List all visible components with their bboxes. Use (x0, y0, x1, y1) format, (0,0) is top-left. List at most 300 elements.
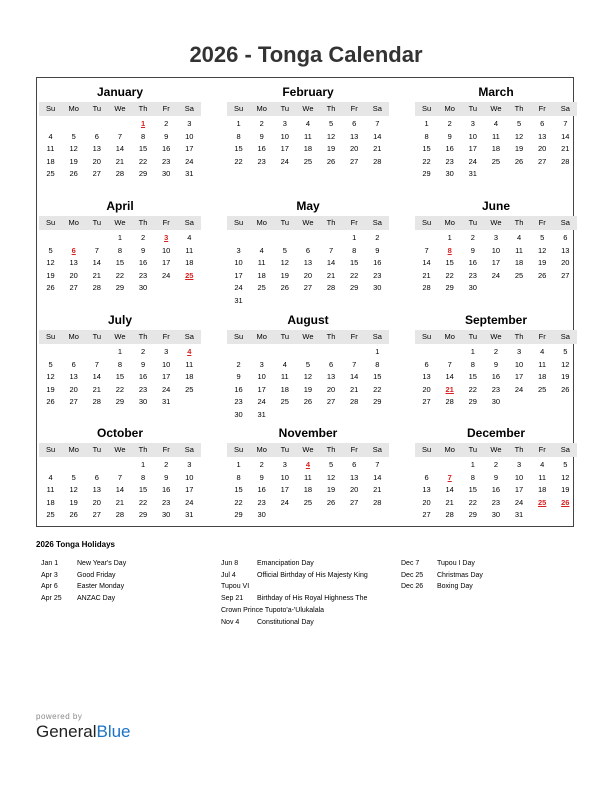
day-cell: 17 (514, 372, 524, 382)
day-cell: 24 (514, 384, 524, 394)
day-cell: 5 (328, 460, 334, 469)
day-cell: 4 (493, 119, 499, 128)
day-cell: 11 (46, 144, 55, 154)
day-cell: 4 (48, 472, 53, 482)
day-cell: 31 (162, 397, 171, 407)
day-cell: 31 (468, 169, 477, 179)
day-cell: 26 (46, 283, 55, 293)
day-cell: 28 (115, 510, 125, 520)
day-cell: 22 (138, 497, 148, 507)
empty-cell (415, 346, 438, 359)
day-cell: 21 (92, 270, 101, 280)
day-cell: 23 (257, 497, 266, 507)
weekday-label: Su (421, 332, 432, 341)
weekday-label: Sa (560, 445, 570, 454)
day-cell: 3 (187, 460, 192, 469)
day-cell: 7 (117, 472, 123, 482)
day-cell: 13 (303, 258, 313, 268)
weekday-label: Su (233, 104, 244, 113)
holiday-name: Boxing Day (437, 583, 473, 591)
weekday-label: Th (514, 104, 524, 113)
day-cell: 24 (257, 397, 266, 407)
day-cell: 5 (328, 119, 334, 128)
day-cell: 7 (447, 359, 452, 369)
day-cell: 12 (46, 372, 55, 382)
day-cell: 15 (468, 372, 477, 382)
day-cell: 5 (48, 359, 53, 369)
day-cell: 12 (69, 485, 78, 495)
day-cell: 9 (493, 472, 499, 482)
day-cell: 2 (259, 460, 264, 469)
day-cell: 8 (470, 359, 475, 369)
weekday-label: Mo (256, 104, 267, 113)
day-cell: 15 (234, 485, 243, 495)
holiday-name: ANZAC Day (77, 595, 116, 603)
day-cell: 24 (162, 384, 171, 394)
day-cell: 11 (515, 245, 523, 255)
day-cell: 10 (514, 359, 524, 369)
weekday-label: Su (45, 218, 56, 227)
day-cell: 23 (468, 270, 477, 280)
day-grid (415, 459, 577, 522)
day-cell: 14 (373, 472, 382, 482)
day-cell: 22 (422, 156, 431, 166)
day-cell: 6 (563, 233, 568, 242)
day-cell: 19 (514, 144, 524, 154)
empty-cell (85, 232, 108, 245)
logo-text-general: General (36, 722, 97, 741)
day-cell: 10 (162, 245, 171, 255)
day-cell: 20 (538, 144, 547, 154)
day-cell: 3 (493, 233, 499, 242)
day-cell: 13 (326, 372, 336, 382)
day-cell: 19 (69, 497, 78, 507)
day-cell: 22 (350, 270, 359, 280)
day-cell: 30 (138, 397, 148, 407)
day-cell: 22 (138, 156, 148, 166)
day-cell: 11 (492, 131, 500, 141)
day-cell: 16 (162, 144, 171, 154)
day-cell: 4 (516, 233, 522, 242)
day-cell: 26 (280, 283, 289, 293)
day-cell: 27 (561, 270, 570, 280)
day-cell: 27 (69, 283, 78, 293)
weekday-label: Fr (538, 104, 546, 113)
day-cell: 22 (115, 384, 125, 394)
day-cell: 12 (326, 131, 336, 141)
weekday-label: We (302, 445, 314, 454)
day-cell: 12 (326, 472, 336, 482)
day-grid (415, 232, 577, 295)
empty-cell (62, 459, 85, 472)
day-cell: 25 (514, 270, 524, 280)
day-cell: 24 (280, 497, 289, 507)
day-cell: 19 (326, 144, 336, 154)
holiday-item (41, 593, 211, 605)
day-cell: 22 (115, 270, 125, 280)
empty-cell (296, 232, 319, 245)
weekday-label: Su (45, 445, 56, 454)
weekday-label: We (114, 104, 126, 113)
empty-cell (62, 118, 85, 131)
day-cell: 8 (236, 131, 241, 141)
day-cell: 20 (303, 270, 313, 280)
day-cell: 24 (234, 283, 243, 293)
holiday-date: Apr 3 (41, 571, 58, 579)
day-cell: 11 (304, 131, 312, 141)
month-july (39, 312, 201, 409)
day-cell: 28 (350, 397, 359, 407)
day-cell: 14 (561, 131, 570, 141)
day-grid (227, 118, 389, 168)
day-cell: 19 (326, 485, 336, 495)
day-cell: 29 (115, 283, 125, 293)
holiday-name: New Year's Day (77, 560, 127, 567)
holiday-date: Jul 4 (221, 571, 236, 579)
day-cell: 3 (164, 347, 169, 356)
day-cell: 24 (162, 270, 171, 280)
weekday-label: Tu (280, 332, 290, 341)
day-cell: 18 (46, 156, 55, 166)
day-cell: 6 (328, 359, 334, 369)
day-cell: 9 (259, 472, 264, 482)
day-cell: 29 (138, 169, 148, 179)
day-cell: 6 (71, 359, 76, 369)
day-cell: 25 (538, 384, 547, 394)
day-cell: 11 (538, 359, 547, 369)
day-cell: 27 (350, 497, 359, 507)
weekday-label: We (114, 218, 126, 227)
day-cell: 22 (445, 270, 454, 280)
weekday-header (415, 330, 577, 344)
day-cell: 23 (491, 384, 501, 394)
day-cell: 15 (138, 144, 148, 154)
day-cell: 5 (540, 233, 545, 242)
day-cell: 10 (234, 258, 243, 268)
day-cell: 28 (115, 169, 125, 179)
weekday-label: We (114, 332, 126, 341)
day-cell: 18 (257, 270, 266, 280)
weekday-label: Tu (280, 218, 290, 227)
weekday-label: Fr (538, 445, 546, 454)
weekday-label: Su (45, 104, 56, 113)
day-cell: 18 (538, 485, 547, 495)
day-cell: 7 (424, 245, 429, 255)
day-cell: 29 (468, 510, 477, 520)
day-cell: 5 (48, 245, 53, 255)
day-cell: 29 (115, 397, 125, 407)
holiday-item (221, 605, 393, 617)
weekday-label: Su (421, 218, 432, 227)
day-cell: 10 (491, 245, 501, 255)
day-cell: 17 (257, 384, 266, 394)
day-cell: 8 (375, 359, 380, 369)
month-november (227, 425, 389, 522)
day-cell: 20 (350, 144, 359, 154)
day-grid (227, 346, 389, 422)
day-cell: 6 (305, 245, 311, 255)
weekday-label: Tu (468, 445, 478, 454)
holiday-date: Dec 26 (401, 583, 424, 591)
holiday-day-cell: 26 (561, 497, 570, 507)
empty-cell (227, 232, 250, 245)
weekday-label: Fr (162, 445, 170, 454)
holiday-date: Jun 8 (221, 560, 239, 567)
empty-cell (39, 118, 62, 131)
day-cell: 8 (352, 245, 357, 255)
day-cell: 9 (375, 245, 380, 255)
day-cell: 3 (259, 359, 264, 369)
day-cell: 6 (352, 119, 357, 128)
weekday-label: Sa (560, 218, 570, 227)
day-cell: 11 (280, 372, 289, 382)
day-cell: 16 (138, 372, 148, 382)
month-name: August (287, 313, 329, 327)
day-cell: 26 (69, 510, 78, 520)
holiday-column (401, 558, 551, 593)
day-cell: 21 (350, 384, 359, 394)
day-cell: 18 (538, 372, 547, 382)
weekday-header (227, 216, 389, 230)
day-cell: 17 (185, 485, 194, 495)
day-cell: 14 (115, 144, 125, 154)
holiday-day-cell: 6 (71, 245, 76, 255)
weekday-header (415, 216, 577, 230)
day-cell: 14 (445, 372, 454, 382)
day-cell: 20 (69, 384, 78, 394)
day-cell: 29 (422, 169, 431, 179)
day-cell: 17 (185, 144, 194, 154)
weekday-label: Tu (468, 218, 478, 227)
weekday-label: Fr (350, 445, 358, 454)
day-cell: 3 (187, 119, 192, 128)
weekday-label: Sa (184, 218, 194, 227)
day-grid (415, 346, 577, 409)
day-cell: 9 (259, 131, 264, 141)
day-cell: 31 (185, 510, 194, 520)
weekday-label: We (490, 332, 502, 341)
day-cell: 9 (447, 131, 452, 141)
day-cell: 17 (468, 144, 477, 154)
month-september (415, 312, 577, 409)
weekday-label: Tu (92, 104, 102, 113)
holiday-day-cell: 25 (538, 497, 547, 507)
day-cell: 16 (257, 144, 266, 154)
month-name: June (481, 199, 510, 213)
day-cell: 20 (92, 156, 101, 166)
day-cell: 30 (491, 510, 501, 520)
day-cell: 27 (538, 156, 547, 166)
day-cell: 7 (563, 119, 568, 128)
holiday-column (221, 558, 393, 628)
day-cell: 13 (538, 131, 547, 141)
day-cell: 6 (540, 119, 545, 128)
empty-cell (250, 346, 273, 359)
day-cell: 27 (326, 397, 336, 407)
day-cell: 7 (352, 359, 357, 369)
empty-cell (273, 346, 296, 359)
day-cell: 3 (282, 119, 287, 128)
calendar-frame (36, 77, 574, 527)
generalblue-logo[interactable] (36, 722, 131, 742)
day-cell: 31 (257, 409, 266, 419)
day-cell: 10 (185, 472, 194, 482)
day-cell: 25 (491, 156, 501, 166)
holiday-date: Apr 6 (41, 583, 58, 591)
weekday-label: Sa (184, 104, 194, 113)
month-name: May (296, 199, 320, 213)
day-cell: 9 (164, 131, 169, 141)
day-cell: 17 (162, 258, 171, 268)
day-cell: 21 (115, 156, 125, 166)
day-cell: 6 (352, 460, 357, 469)
day-cell: 26 (561, 384, 570, 394)
day-cell: 30 (257, 510, 266, 520)
holiday-item (221, 570, 393, 582)
day-cell: 7 (94, 359, 99, 369)
day-cell: 16 (491, 372, 501, 382)
day-cell: 9 (470, 245, 475, 255)
day-cell: 19 (561, 485, 570, 495)
day-grid (227, 459, 389, 522)
empty-cell (438, 346, 461, 359)
day-cell: 2 (164, 460, 169, 469)
day-cell: 4 (540, 460, 545, 469)
day-cell: 2 (493, 347, 499, 356)
day-cell: 24 (514, 497, 524, 507)
holiday-day-cell: 8 (447, 245, 452, 255)
day-cell: 1 (375, 347, 380, 356)
day-cell: 2 (164, 119, 169, 128)
weekday-header (227, 102, 389, 116)
month-april (39, 198, 201, 295)
day-cell: 13 (561, 245, 570, 255)
holiday-item (401, 558, 551, 570)
weekday-label: Tu (280, 445, 290, 454)
day-cell: 19 (561, 372, 570, 382)
day-cell: 5 (305, 359, 311, 369)
empty-cell (227, 346, 250, 359)
day-grid (415, 118, 577, 181)
day-cell: 28 (326, 283, 336, 293)
holiday-item (41, 558, 211, 570)
weekday-label: Mo (444, 218, 455, 227)
weekday-label: Th (326, 218, 336, 227)
day-cell: 8 (424, 131, 429, 141)
day-cell: 3 (516, 347, 522, 356)
day-cell: 2 (140, 233, 146, 242)
powered-by-text: powered by (36, 712, 83, 721)
day-cell: 13 (350, 472, 359, 482)
day-cell: 15 (422, 144, 431, 154)
day-cell: 25 (257, 283, 266, 293)
weekday-label: Su (233, 445, 244, 454)
day-cell: 5 (71, 472, 76, 482)
day-cell: 26 (303, 397, 313, 407)
weekday-label: We (302, 218, 314, 227)
day-cell: 15 (468, 485, 477, 495)
empty-cell (415, 459, 438, 472)
day-cell: 27 (303, 283, 313, 293)
day-cell: 19 (303, 384, 313, 394)
day-cell: 21 (373, 485, 382, 495)
day-cell: 17 (491, 258, 501, 268)
day-cell: 30 (162, 510, 171, 520)
day-cell: 20 (350, 485, 359, 495)
day-cell: 14 (115, 485, 125, 495)
month-january (39, 84, 201, 181)
day-cell: 1 (424, 119, 429, 128)
day-grid (39, 232, 201, 295)
day-cell: 30 (445, 169, 454, 179)
month-name: April (106, 199, 134, 213)
day-cell: 23 (162, 156, 171, 166)
day-cell: 2 (140, 347, 146, 356)
day-cell: 25 (46, 510, 55, 520)
day-cell: 28 (373, 156, 382, 166)
day-cell: 28 (561, 156, 570, 166)
month-name: December (466, 426, 526, 440)
holiday-day-cell: 4 (187, 347, 192, 356)
day-cell: 27 (350, 156, 359, 166)
weekday-label: Tu (468, 104, 478, 113)
day-cell: 20 (92, 497, 101, 507)
day-cell: 13 (69, 372, 78, 382)
day-cell: 7 (117, 131, 123, 141)
day-cell: 2 (259, 119, 264, 128)
day-cell: 10 (468, 131, 477, 141)
day-cell: 4 (48, 131, 53, 141)
empty-cell (320, 232, 343, 245)
month-june (415, 198, 577, 295)
empty-cell (296, 346, 319, 359)
holiday-name: Constitutional Day (257, 618, 314, 626)
day-cell: 16 (373, 258, 382, 268)
day-cell: 12 (561, 359, 570, 369)
day-cell: 29 (138, 510, 148, 520)
day-cell: 17 (162, 372, 171, 382)
day-cell: 18 (280, 384, 289, 394)
day-cell: 19 (538, 258, 547, 268)
page-title: 2026 - Tonga Calendar (189, 42, 423, 67)
day-cell: 28 (445, 510, 454, 520)
empty-cell (108, 118, 131, 131)
day-cell: 10 (280, 472, 289, 482)
weekday-header (227, 330, 389, 344)
empty-cell (62, 232, 85, 245)
weekday-header (39, 216, 201, 230)
day-cell: 18 (185, 258, 194, 268)
day-cell: 24 (491, 270, 501, 280)
day-cell: 16 (445, 144, 454, 154)
day-cell: 10 (257, 372, 266, 382)
day-cell: 26 (326, 497, 336, 507)
day-cell: 16 (491, 485, 501, 495)
empty-cell (415, 232, 438, 245)
weekday-label: Th (514, 332, 524, 341)
holiday-column (41, 558, 211, 605)
month-february (227, 84, 389, 168)
day-cell: 14 (92, 372, 101, 382)
day-cell: 26 (538, 270, 547, 280)
day-cell: 5 (563, 460, 568, 469)
day-cell: 11 (46, 485, 55, 495)
day-cell: 11 (185, 245, 194, 255)
weekday-header (39, 330, 201, 344)
day-cell: 17 (280, 485, 289, 495)
day-cell: 4 (540, 347, 545, 356)
day-cell: 29 (350, 283, 359, 293)
